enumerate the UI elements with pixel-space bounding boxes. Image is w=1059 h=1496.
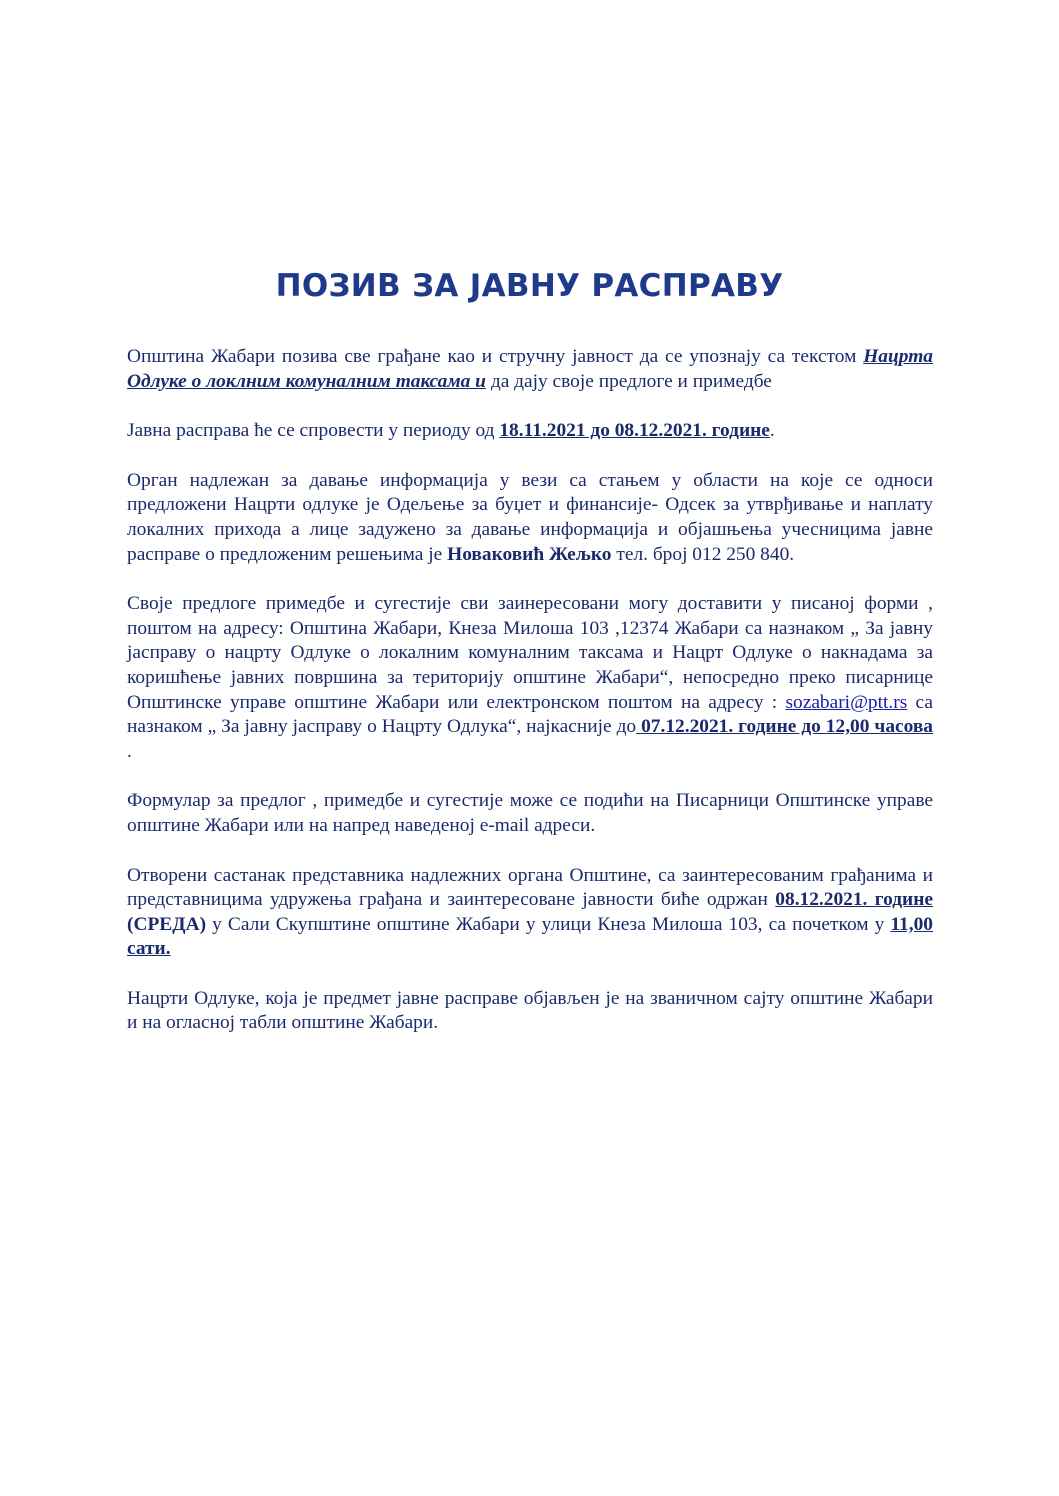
contact-person: Новаковић Жељко	[447, 543, 612, 565]
form-text: Формулар за предлог , примедбе и сугестије може се подићи на Писарници Општинске управе општине Жабари или на напред наведеној e-mail адреси.	[127, 790, 933, 836]
authority-text-end: тел. број 012 250 840.	[611, 543, 795, 565]
meeting-text: Отворени састанак представника надлежних органа Општине, са заинтересованим грађанима и представницима удружења грађана и заинтересоване јавности биће одржан	[127, 864, 933, 911]
meeting-text-mid: у Сали Скупштине општине Жабари у улици Кнеза Милоша 103, са почетком у	[206, 913, 891, 935]
meeting-time: 11,00 сати.	[127, 913, 933, 960]
paragraph-publication	[127, 987, 933, 1036]
period-text-end: .	[769, 420, 775, 442]
email-link[interactable]: sozabari@ptt.rs	[785, 691, 908, 713]
paragraph-authority	[127, 469, 933, 567]
draft-decision-name: Нацрта Одлуке о локлним комуналним таксама и	[127, 346, 933, 392]
meeting-date: 08.12.2021. године	[775, 889, 933, 911]
paragraph-form	[127, 789, 933, 838]
page-title: ПОЗИВ ЗА ЈАВНУ РАСПРАВУ	[275, 268, 784, 304]
authority-text: Орган надлежан за давање информација у вези са стањем у области на које се односи предложени Нацрти одлуке је Одељење за буџет и финансије- Одсек за утврђивање и наплату локалних прихода а лице задужено за давање информација и објашњења учесницима јавне расправе о предложеним решењима је	[127, 469, 933, 565]
invitation-text: Општина Жабари позива све грађане као и стручну јавност да се упознају са текстом	[127, 346, 864, 367]
paragraph-period	[127, 419, 933, 444]
submission-text: Своје предлоге примедбе и сугестије сви заинересовани могу доставити у писаној форми , поштом на адресу: Општина Жабари, Кнеза Милоша 103 ,12374 Жабари са назнаком „ За јавну јасправу о нацрту Одлуке о локалним комуналним таксама и Нацрт Одлуке о накнадама за коришћење јавних површина за територију општине Жабари“, непосредно преко писарнице Општинске управе општине Жабари или електронском поштом на адресу :	[127, 593, 933, 713]
meeting-day: (СРЕДА)	[127, 913, 207, 935]
submission-text-mid: са назнаком „ За јавну јасправу о Нацрту Одлука“, најкасније до	[127, 691, 933, 738]
paragraph-meeting	[127, 864, 933, 962]
debate-period: 18.11.2021 до 08.12.2021. године	[499, 420, 770, 442]
publication-text: Нацрти Одлуке, која је предмет јавне расправе објављен је на званичном сајту општине Жабари и на огласној табли општине Жабари.	[127, 987, 933, 1034]
paragraph-invitation	[127, 345, 933, 394]
submission-deadline: 07.12.2021. године до 12,00 часова	[636, 716, 934, 738]
paragraph-submission	[127, 592, 933, 764]
submission-text-end: .	[127, 740, 132, 762]
invitation-text-end: да дају своје предлоге и примедбе	[485, 370, 772, 392]
document-body	[127, 345, 933, 1061]
period-text: Јавна расправа ће се спровести у периоду од	[127, 420, 500, 442]
